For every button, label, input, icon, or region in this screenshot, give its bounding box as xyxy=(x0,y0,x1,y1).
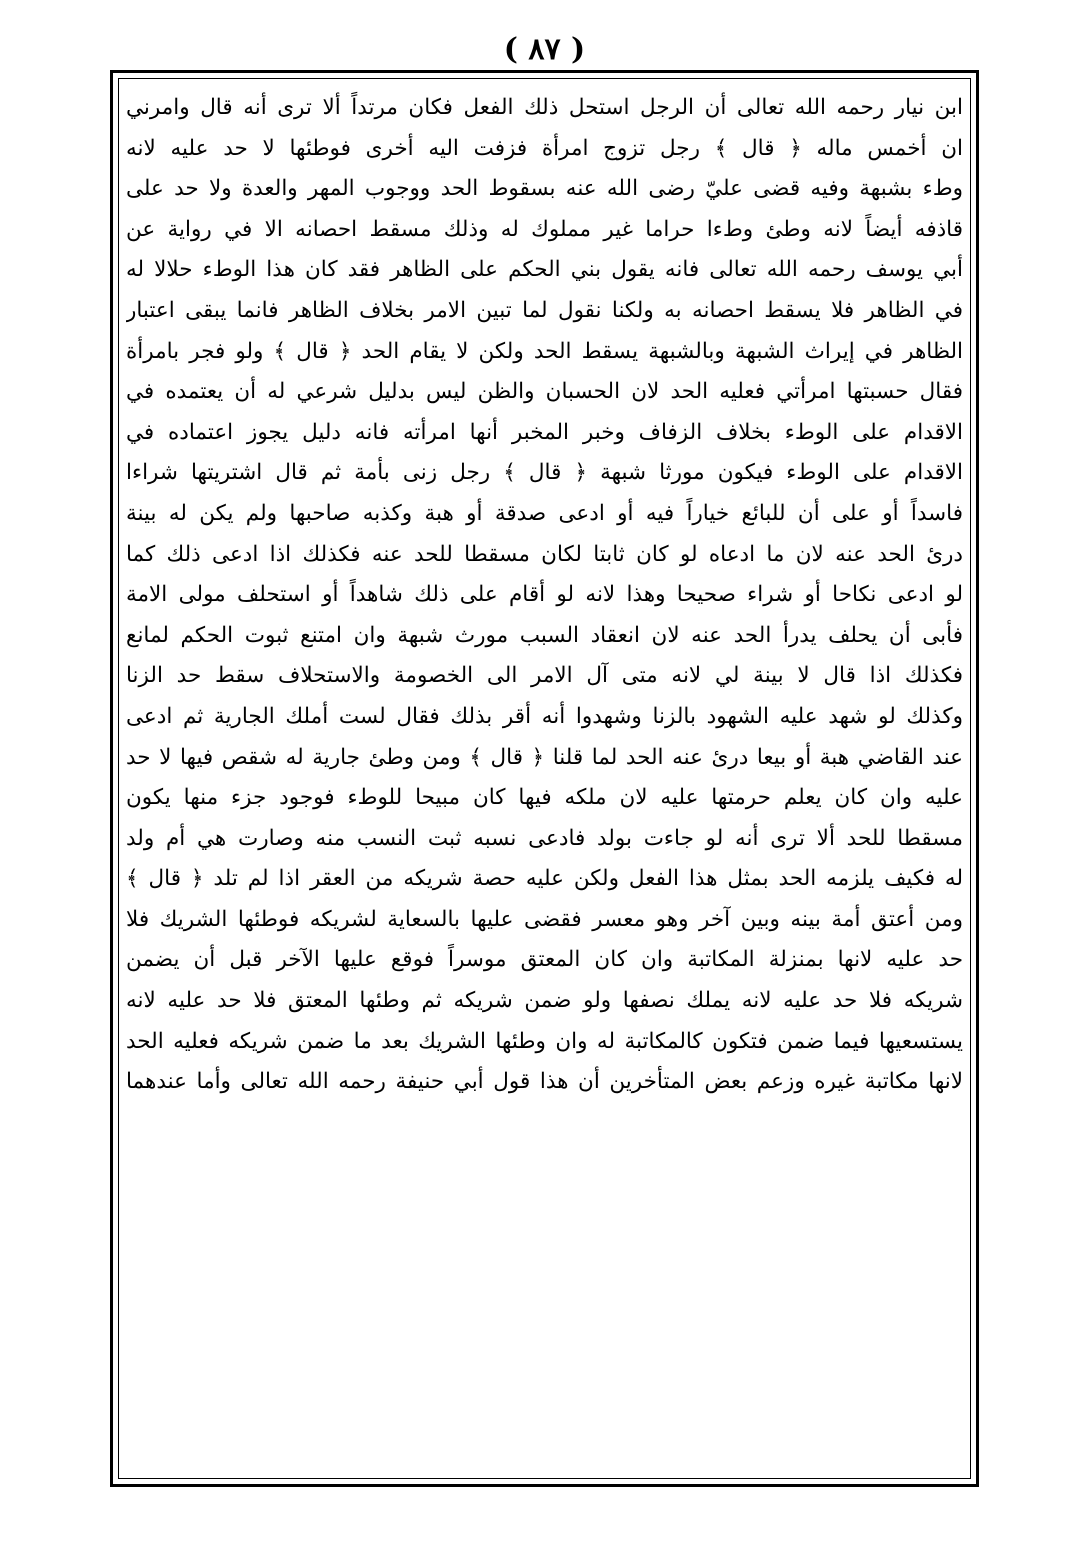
text-line: ان أخمس ماله ﴿ قال ﴾ رجل تزوج امرأة فزفت اليه أخرى فوطئها لا حد عليه لانه xyxy=(126,135,963,161)
text-line: أبي يوسف رحمه الله تعالى فانه يقول بني الحكم على الظاهر فقد كان هذا الوطء حلالا له xyxy=(126,257,963,283)
body-text xyxy=(126,88,963,1103)
text-line: ومن أعتق أمة بينه وبين آخر وهو معسر فقضى عليها بالسعاية لشريكه فوطئها الشريك فلا xyxy=(126,906,963,932)
text-line: وكذلك لو شهد عليه الشهود بالزنا وشهدوا أنه أقر بذلك فقال لست أملك الجارية ثم ادعى xyxy=(126,703,963,729)
text-line: فأبى أن يحلف يدرأ الحد عنه لان انعقاد السبب مورث شبهة وان امتنع ثبوت الحكم لمانع xyxy=(126,622,963,648)
text-line: في الظاهر فلا يسقط احصانه به ولكنا نقول لما تبين الامر بخلاف الظاهر فانما يبقى اعتبار xyxy=(126,297,963,323)
text-line: عند القاضي هبة أو بيعا درئ عنه الحد لما قلنا ﴿ قال ﴾ ومن وطئ جارية له شقص فيها لا حد xyxy=(126,744,963,770)
text-line: لو ادعى نكاحا أو شراء صحيحا وهذا لانه لو أقام على ذلك شاهداً أو استحلف مولى الامة xyxy=(126,582,963,608)
text-line: حد عليه لانها بمنزلة المكاتبة وان كان المعتق موسراً فوقع عليها الآخر قبل أن يضمن xyxy=(126,947,963,973)
text-line: فاسداً أو على أن للبائع خياراً فيه أو ادعى صدقة أو هبة وكذبه صاحبها ولم يكن له بينة xyxy=(126,500,963,526)
text-line: درئ الحد عنه لان ما ادعاه لو كان ثابتا لكان مسقطا للحد عنه فكذلك اذا ادعى ذلك كما xyxy=(126,541,963,567)
text-line: له فكيف يلزمه الحد بمثل هذا الفعل ولكن عليه حصة شريكه من العقر اذا لم تلد ﴿ قال ﴾ xyxy=(126,866,963,892)
text-line: يستسعيها فيما ضمن فتكون كالمكاتبة له وان وطئها الشريك بعد ما ضمن شريكه فعليه الحد xyxy=(126,1028,963,1054)
text-line: عليه وان كان يعلم حرمتها عليه لان ملكه فيها كان مبيحا للوطء فوجود جزء منها يكون xyxy=(126,785,963,811)
text-line: فكذلك اذا قال لا بينة لي لانه متى آل الامر الى الخصومة والاستحلاف سقط حد الزنا xyxy=(126,663,963,689)
text-line: قاذفه أيضاً لانه وطئ وطءا حراما غير مملوك له وذلك مسقط احصانه الا في رواية عن xyxy=(126,216,963,242)
text-line: الاقدام على الوطء فيكون مورثا شبهة ﴿ قال ﴾ رجل زنى بأمة ثم قال اشتريتها شراءا xyxy=(126,460,963,486)
text-line: شريكه فلا حد عليه لانه يملك نصفها ولو ضمن شريكه ثم وطئها المعتق فلا حد عليه لانه xyxy=(126,988,963,1014)
text-line: الظاهر في إيراث الشبهة وبالشبهة يسقط الحد ولكن لا يقام الحد ﴿ قال ﴾ ولو فجر بامرأة xyxy=(126,338,963,364)
text-line: الاقدام على الوطء بخلاف الزفاف وخبر المخبر أنها امرأته فانه دليل يجوز اعتماده في xyxy=(126,419,963,445)
page-number: ( ٨٧ ) xyxy=(503,32,586,67)
text-line: وطء بشبهة وفيه قضى عليّ رضى الله عنه بسقوط الحد ووجوب المهر والعدة ولا حد على xyxy=(126,176,963,202)
text-line: مسقطا للحد ألا ترى أنه لو جاءت بولد فادعى نسبه ثبت النسب منه وصارت هي أم ولد xyxy=(126,825,963,851)
text-line: فقال حسبتها امرأتي فعليه الحد لان الحسبان والظن ليس بدليل شرعي له أن يعتمده في xyxy=(126,379,963,405)
text-line: لانها مكاتبة غيره وزعم بعض المتأخرين أن هذا قول أبي حنيفة رحمه الله تعالى وأما عندهما xyxy=(126,1069,963,1095)
text-line: ابن نيار رحمه الله تعالى أن الرجل استحل ذلك الفعل فكان مرتداً ألا ترى أنه قال وامرني xyxy=(126,95,963,120)
